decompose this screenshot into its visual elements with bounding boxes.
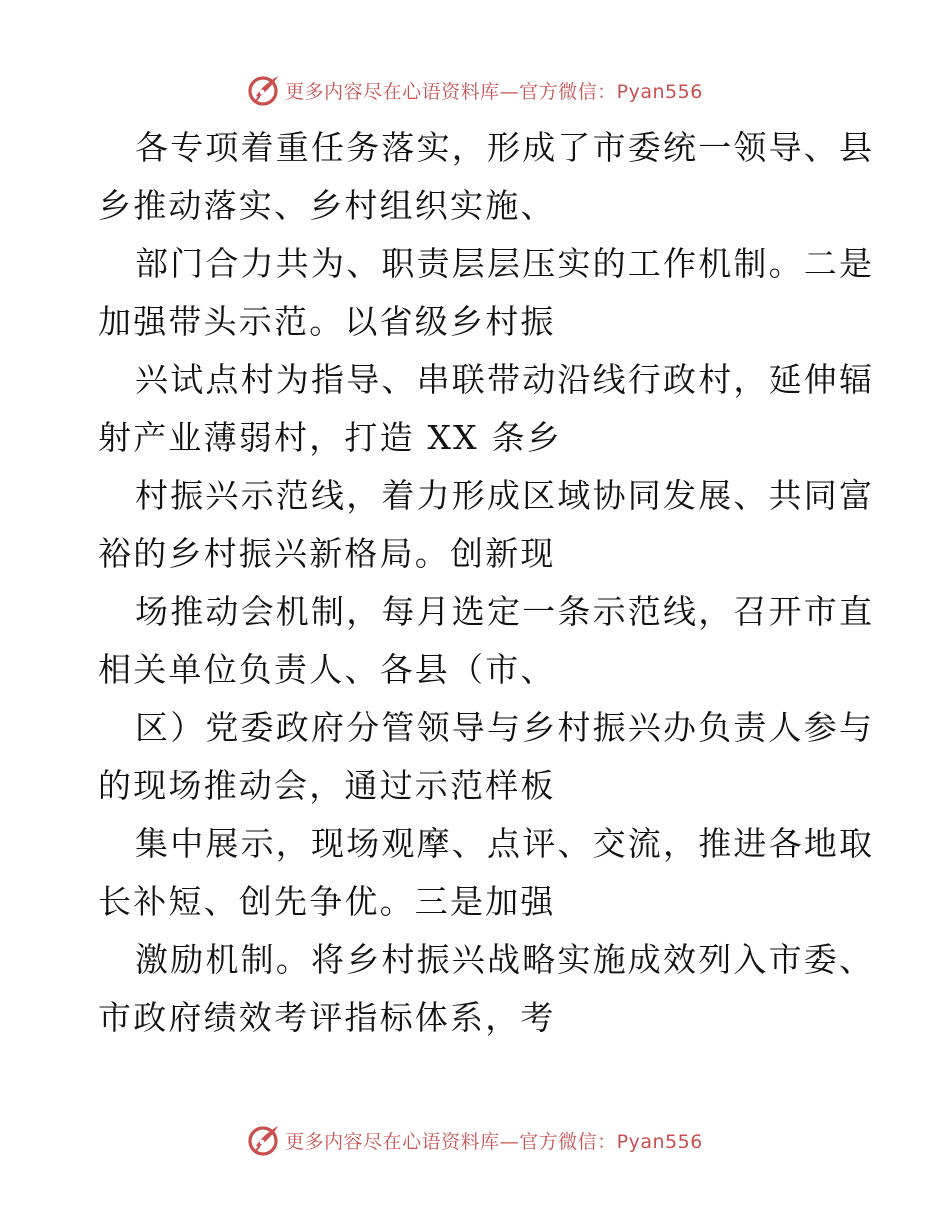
header-banner xyxy=(0,70,950,110)
header-banner-inner xyxy=(247,73,703,107)
body-line: 场推动会机制，每月选定一条示范线，召开市直 xyxy=(135,592,875,631)
header-banner-label: 更多内容尽在心语资料库—官方微信： xyxy=(285,80,617,103)
body-line: 各专项着重任务落实，形成了市委统一领导、县 xyxy=(135,128,875,167)
body-line: 村振兴示范线，着力形成区域协同发展、共同富 xyxy=(135,476,875,515)
body-line: 相关单位负责人、各县（市、 xyxy=(98,650,556,689)
body-line: 市政府绩效考评指标体系，考 xyxy=(98,998,556,1037)
header-banner-text xyxy=(285,77,703,104)
body-line: 的现场推动会，通过示范样板 xyxy=(98,766,556,805)
footer-banner-inner xyxy=(247,1123,703,1157)
footer-wechat-id: Pyan556 xyxy=(616,1130,703,1153)
body-line: 区）党委政府分管领导与乡村振兴办负责人参与 xyxy=(135,708,875,747)
body-line: 加强带头示范。以省级乡村振 xyxy=(98,302,556,341)
header-wechat-id: Pyan556 xyxy=(616,80,703,103)
body-line: 部门合力共为、职责层层压实的工作机制。二是 xyxy=(135,244,875,283)
quill-circle-logo-icon xyxy=(247,1123,281,1157)
body-line: 射产业薄弱村，打造 XX 条乡 xyxy=(98,418,562,457)
body-line: 乡推动落实、乡村组织实施、 xyxy=(98,186,556,225)
body-line: 长补短、创先争优。三是加强 xyxy=(98,882,556,921)
quill-circle-logo-icon xyxy=(247,73,281,107)
body-line: 兴试点村为指导、串联带动沿线行政村，延伸辐 xyxy=(135,360,875,399)
body-line: 裕的乡村振兴新格局。创新现 xyxy=(98,534,556,573)
body-line: 集中展示，现场观摩、点评、交流，推进各地取 xyxy=(135,824,875,863)
body-line: 激励机制。将乡村振兴战略实施成效列入市委、 xyxy=(135,940,875,979)
footer-banner-text xyxy=(285,1127,703,1154)
footer-banner-label: 更多内容尽在心语资料库—官方微信： xyxy=(285,1130,617,1153)
document-body xyxy=(98,119,875,1047)
footer-banner xyxy=(0,1120,950,1160)
